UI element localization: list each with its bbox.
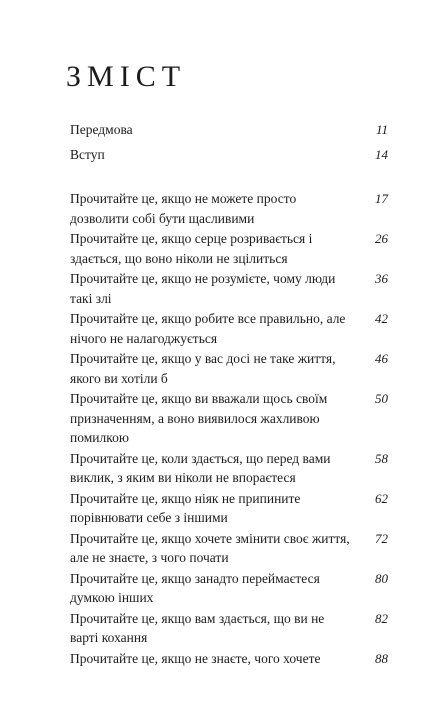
toc-entry-title: Прочитайте це, коли здається, що перед вами виклик, з яким ви ніколи не впораєтеся [70, 450, 331, 485]
toc-entry [70, 145, 388, 165]
toc-entry-title: Прочитайте це, якщо ви вважали щось своїм призначенням, а воно виявилося жахливою помилкою [70, 391, 328, 445]
toc-entry-page: 42 [375, 311, 388, 326]
toc-entry-page: 82 [375, 610, 388, 626]
section-spacer [70, 177, 388, 189]
toc-entry [70, 120, 388, 140]
toc-entry [70, 389, 388, 448]
toc-entry-title: Прочитайте це, якщо не можете просто дозволити собі бути щасливими [70, 191, 297, 226]
toc-entry [70, 529, 388, 568]
toc-entry [70, 649, 388, 669]
table-of-contents [70, 120, 388, 669]
toc-entry [70, 229, 388, 268]
toc-entry-page: 46 [375, 351, 388, 366]
toc-entry-page: 26 [375, 231, 388, 246]
toc-entry-page: 36 [375, 271, 388, 286]
toc-entry-page: 17 [375, 191, 388, 206]
toc-entry-title: Вступ [70, 146, 105, 162]
toc-entry-page: 80 [375, 570, 388, 586]
toc-entry-title: Прочитайте це, якщо серце розривається і здається, що воно ніколи не зцілиться [70, 231, 313, 266]
toc-entry-title: Прочитайте це, якщо не розумієте, чому люди такі злі [70, 271, 336, 306]
toc-entry [70, 449, 388, 488]
toc-entry [70, 609, 388, 648]
toc-entry-title: Прочитайте це, якщо вам здається, що ви не варті кохання [70, 610, 325, 645]
toc-entry-page: 58 [375, 450, 388, 466]
toc-entry [70, 189, 388, 228]
toc-entry-title: Прочитайте це, якщо занадто переймаєтеся думкою інших [70, 570, 320, 605]
toc-entry [70, 269, 388, 308]
page-title: ЗМІСТ [66, 60, 187, 93]
toc-entry-title: Передмова [70, 122, 133, 137]
toc-entry-page: 62 [375, 490, 388, 506]
toc-entry-page: 72 [375, 530, 388, 546]
toc-entry-title: Прочитайте це, якщо хочете змінити своє життя, але не знаєте, з чого почати [70, 530, 350, 565]
toc-entry [70, 309, 388, 348]
toc-entry-title: Прочитайте це, якщо ніяк не припините порівнювати себе з іншими [70, 490, 301, 525]
toc-entry-title: Прочитайте це, якщо робите все правильно, але нічого не налагоджується [70, 311, 346, 346]
toc-entry [70, 349, 388, 388]
toc-entry [70, 569, 388, 608]
toc-entry-page: 14 [375, 146, 388, 162]
toc-entry-page: 88 [375, 650, 388, 666]
toc-entry-title: Прочитайте це, якщо не знаєте, чого хочете [70, 650, 321, 666]
toc-entry-page: 11 [375, 122, 388, 137]
toc-entry-title: Прочитайте це, якщо у вас досі не таке життя, якого ви хотіли б [70, 351, 336, 386]
toc-entry [70, 489, 388, 528]
toc-entry-page: 50 [375, 391, 388, 406]
